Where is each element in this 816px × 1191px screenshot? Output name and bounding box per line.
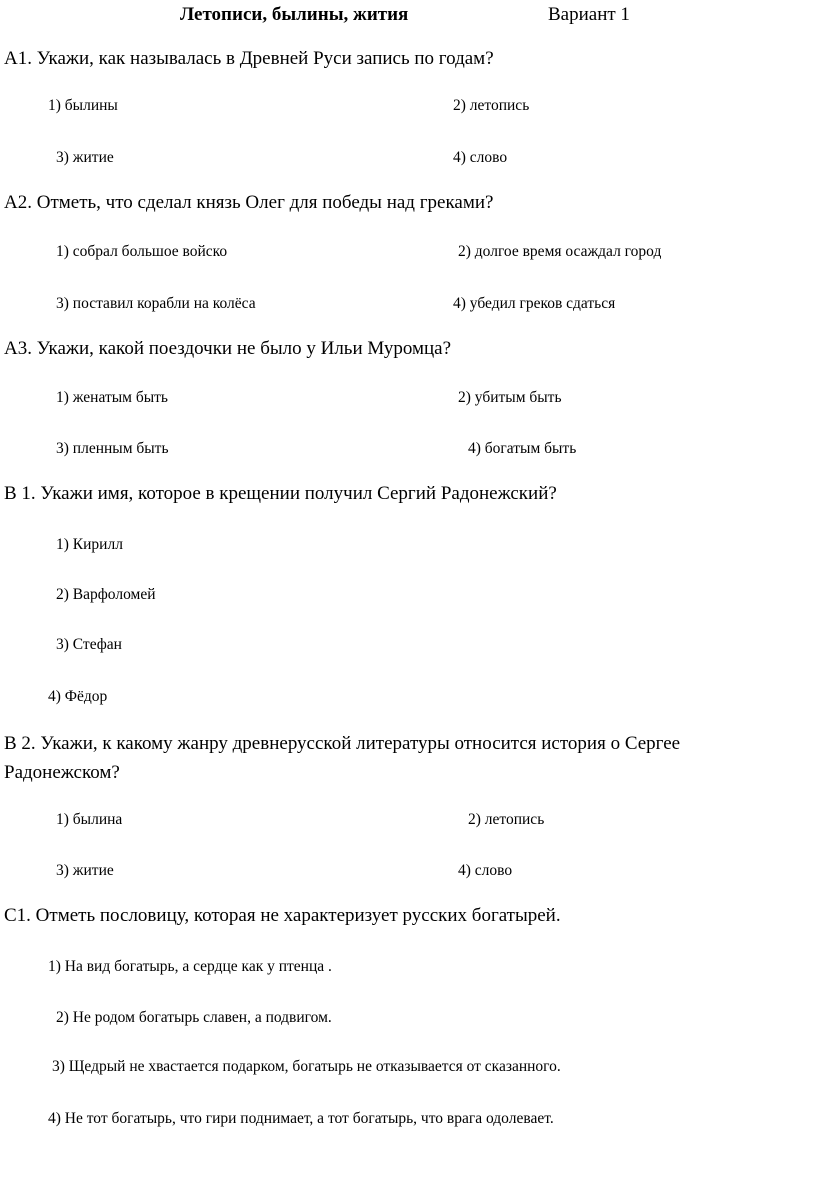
- question-a3-option-2: 2) убитым быть: [458, 389, 562, 406]
- question-a1-option-1: 1) былины: [48, 97, 118, 114]
- question-a3: А3. Укажи, какой поездочки не было у Ильи Муромца?: [4, 338, 452, 359]
- question-b2-line-2: Радонежском?: [4, 762, 120, 783]
- question-b2-option-2: 2) летопись: [468, 811, 545, 828]
- question-a2-option-4: 4) убедил греков сдаться: [453, 295, 616, 312]
- question-b1-option-2: 2) Варфоломей: [56, 586, 156, 603]
- question-b2-option-3: 3) житие: [56, 862, 114, 879]
- question-c1-option-2: 2) Не родом богатырь славен, а подвигом.: [56, 1009, 332, 1026]
- variant-label: Вариант 1: [548, 4, 630, 25]
- question-b1-option-4: 4) Фёдор: [48, 688, 108, 705]
- question-a1: А1. Укажи, как называлась в Древней Руси запись по годам?: [4, 48, 494, 69]
- question-b2-option-4: 4) слово: [458, 862, 513, 879]
- question-b1-option-1: 1) Кирилл: [56, 536, 123, 553]
- question-a1-option-2: 2) летопись: [453, 97, 530, 114]
- question-a2-option-3: 3) поставил корабли на колёса: [56, 295, 256, 312]
- question-b2-line-1: В 2. Укажи, к какому жанру древнерусской литературы относится история о Сергее: [4, 733, 681, 754]
- question-c1-option-3: 3) Щедрый не хвастается подарком, богатырь не отказывается от сказанного.: [52, 1058, 561, 1075]
- question-a3-option-1: 1) женатым быть: [56, 389, 168, 406]
- question-b1-option-3: 3) Стефан: [56, 636, 122, 653]
- question-a2-option-2: 2) долгое время осаждал город: [458, 243, 662, 260]
- question-b1: В 1. Укажи имя, которое в крещении получил Сергий Радонежский?: [4, 483, 557, 504]
- question-c1: С1. Отметь пословицу, которая не характеризует русских богатырей.: [4, 905, 561, 926]
- question-a1-option-3: 3) житие: [56, 149, 114, 166]
- page-title: Летописи, былины, жития: [180, 4, 409, 25]
- question-c1-option-1: 1) На вид богатырь, а сердце как у птенца .: [48, 958, 332, 975]
- question-a2: А2. Отметь, что сделал князь Олег для победы над греками?: [4, 192, 494, 213]
- question-a3-option-4: 4) богатым быть: [468, 440, 577, 457]
- question-a2-option-1: 1) собрал большое войско: [56, 243, 228, 260]
- question-a3-option-3: 3) пленным быть: [56, 440, 169, 457]
- question-c1-option-4: 4) Не тот богатырь, что гири поднимает, а тот богатырь, что врага одолевает.: [48, 1110, 554, 1127]
- question-b2-option-1: 1) былина: [56, 811, 123, 828]
- question-a1-option-4: 4) слово: [453, 149, 508, 166]
